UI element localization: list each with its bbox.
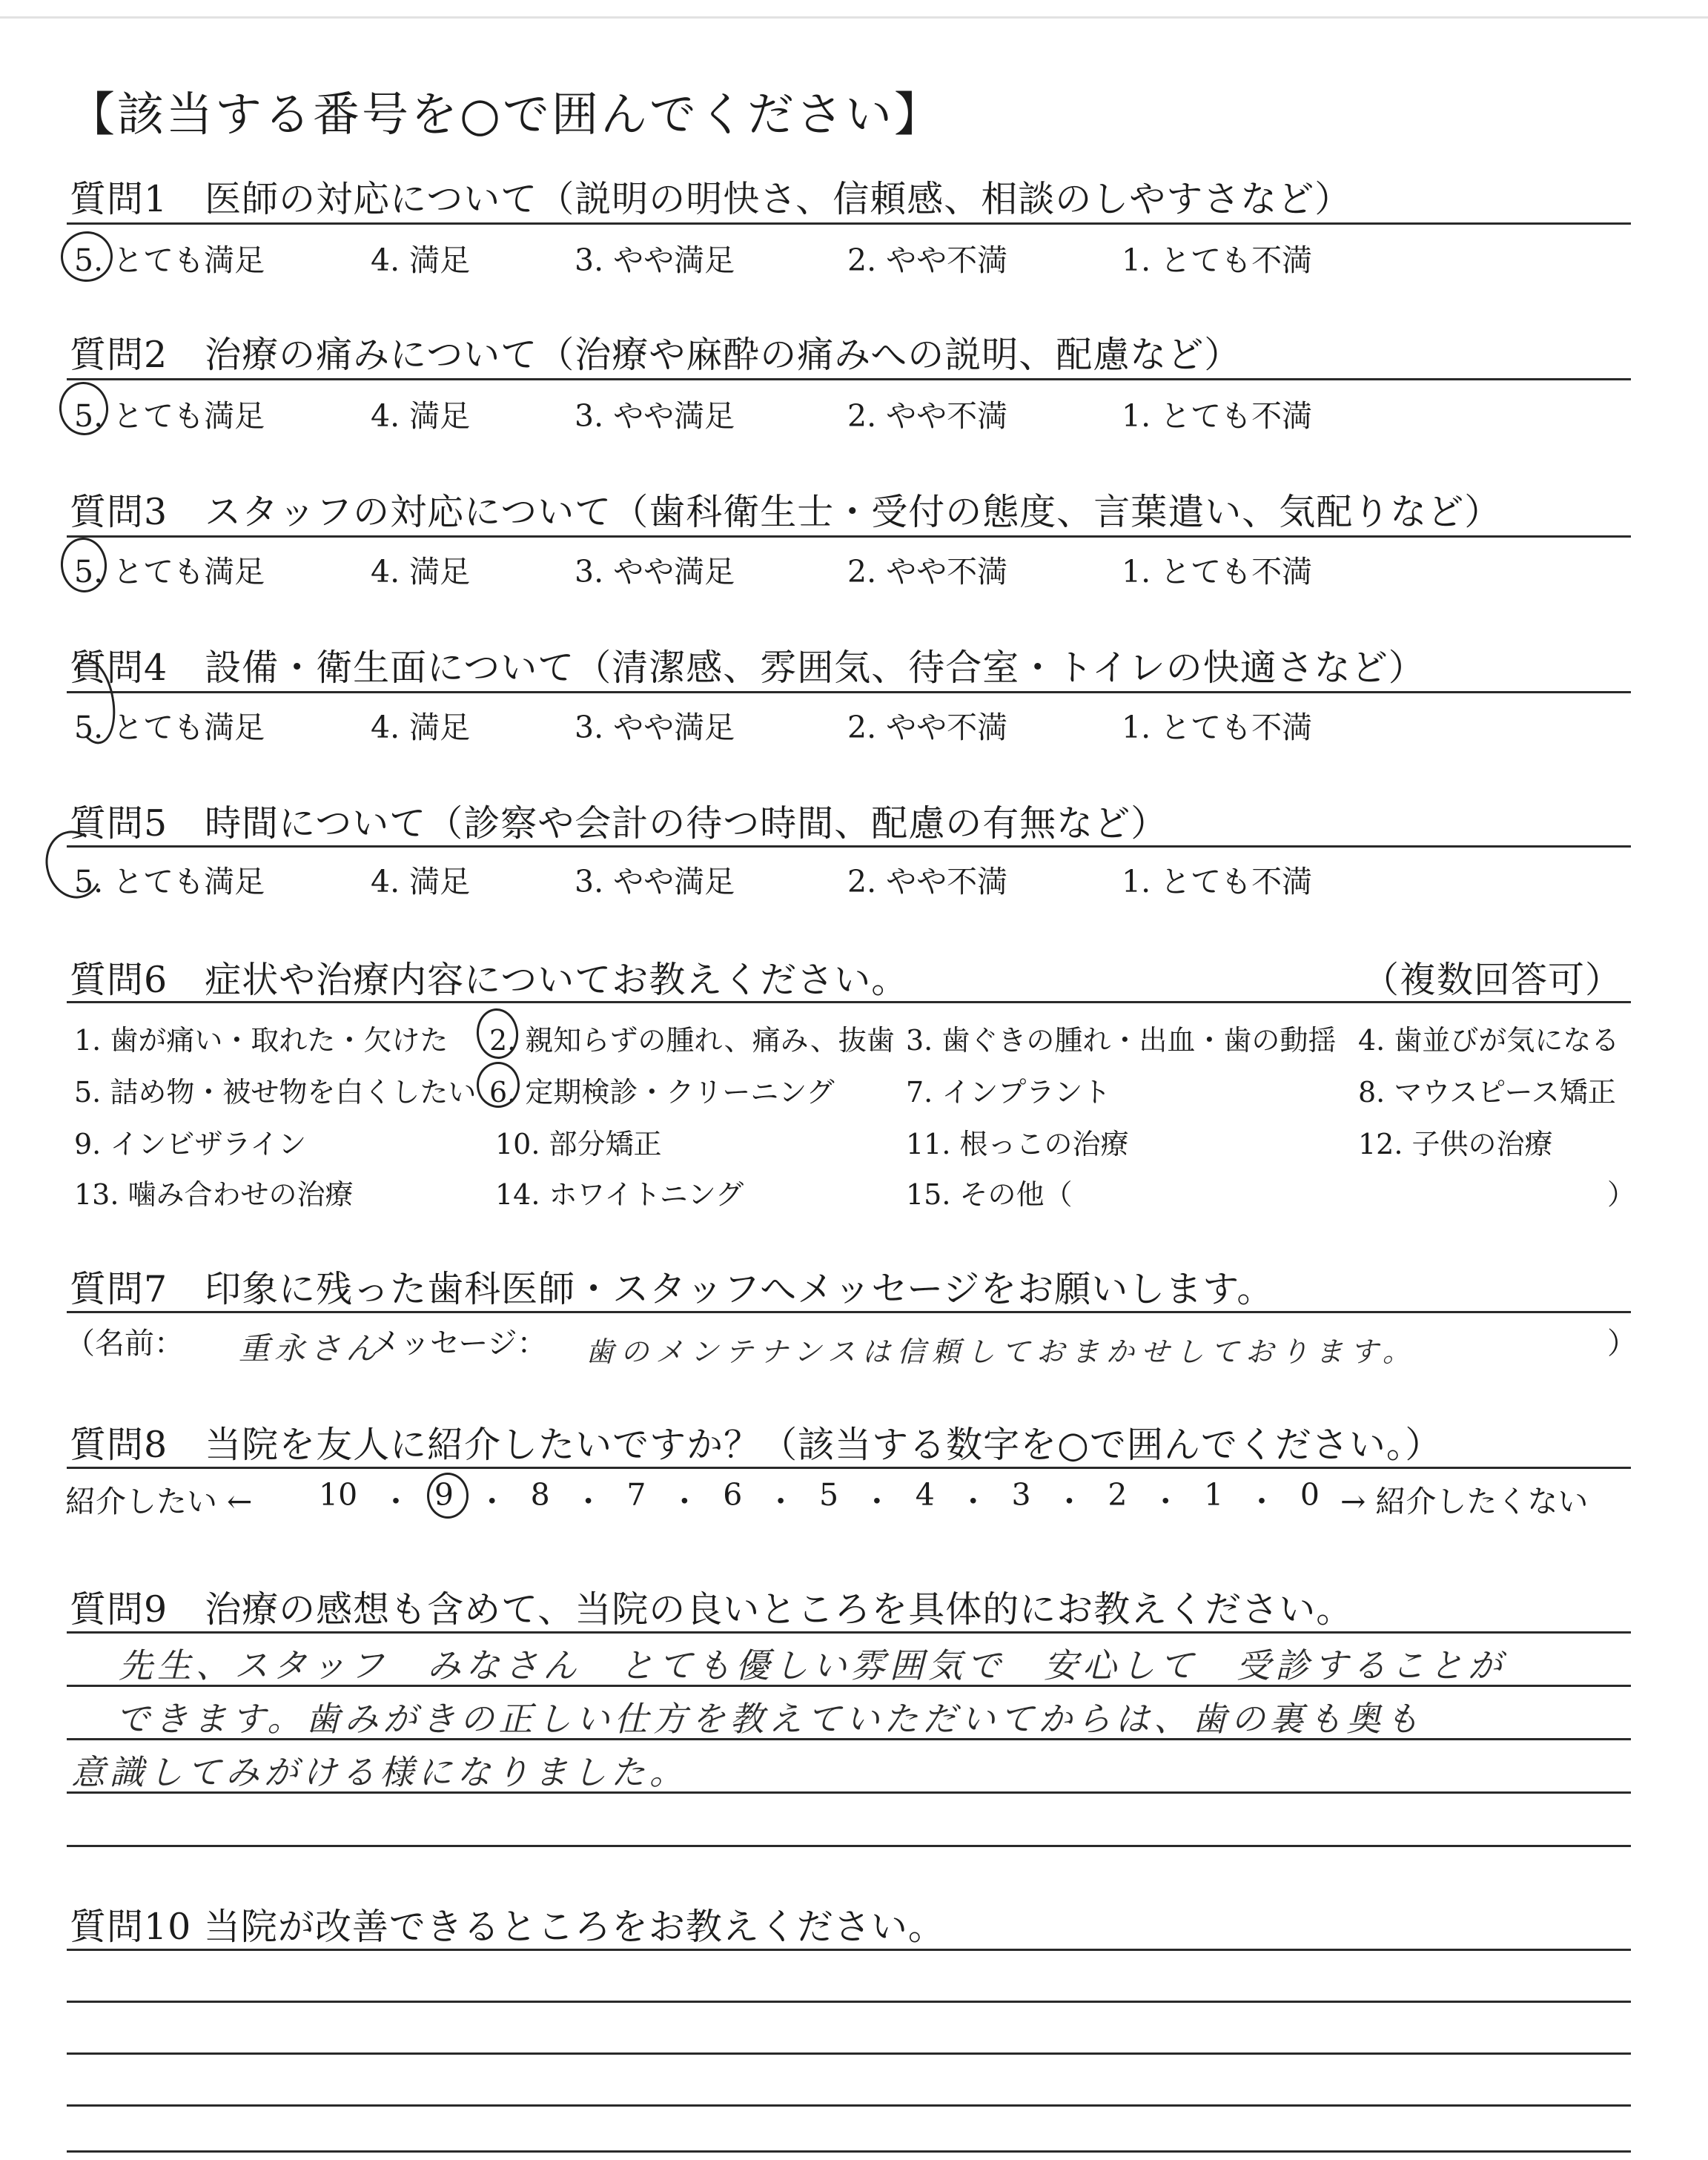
- q6-option-13[interactable]: 13. 噛み合わせの治療: [74, 1178, 354, 1211]
- q3-rule: [67, 535, 1631, 538]
- q6-option-15-close: ）: [1607, 1178, 1636, 1211]
- q4-option-4[interactable]: 4. 満足: [371, 710, 471, 745]
- q8-scale-4[interactable]: 4: [915, 1477, 935, 1513]
- q4-rule: [67, 691, 1631, 693]
- q8-dot: ・: [1246, 1484, 1277, 1519]
- q3-option-4[interactable]: 4. 満足: [371, 554, 471, 589]
- q6-option-7[interactable]: 7. インプラント: [906, 1076, 1111, 1109]
- q2-title: 質問2 治療の痛みについて（治療や麻酔の痛みへの説明、配慮など）: [70, 334, 1242, 376]
- q1-option-3[interactable]: 3. やや満足: [575, 242, 735, 278]
- q8-right-label: → 紹介したくない: [1340, 1484, 1589, 1519]
- q9-handwritten-line-1: 先生、スタッフ みなさん とても優しい雰囲気で 安心して 受診することが: [119, 1645, 1506, 1685]
- q8-dot: ・: [669, 1484, 700, 1519]
- q8-scale-5[interactable]: 5: [818, 1477, 839, 1513]
- q4-option-3[interactable]: 3. やや満足: [575, 710, 735, 745]
- q8-dot: ・: [380, 1484, 411, 1519]
- q8-scale-3[interactable]: 3: [1011, 1477, 1031, 1513]
- q6-option-14[interactable]: 14. ホワイトニング: [495, 1178, 744, 1211]
- q3-title: 質問3 スタッフの対応について（歯科衛生士・受付の態度、言葉遣い、気配りなど）: [70, 491, 1502, 533]
- q1-option-1[interactable]: 1. とても不満: [1122, 242, 1313, 278]
- q9-rule-5: [67, 1845, 1631, 1847]
- q6-option-5[interactable]: 5. 詰め物・被せ物を白くしたい: [74, 1076, 477, 1109]
- q5-title: 質問5 時間について（診察や会計の待つ時間、配慮の有無など）: [70, 802, 1168, 845]
- q9-handwritten-line-2: できます。歯みがきの正しい仕方を教えていただいてからは、歯の裏も奥も: [116, 1699, 1424, 1739]
- q6-option-9[interactable]: 9. インビザライン: [74, 1128, 307, 1160]
- q10-rule-1: [67, 1949, 1631, 1951]
- q8-scale-9[interactable]: 9: [434, 1477, 454, 1513]
- q6-option-10[interactable]: 10. 部分矯正: [495, 1128, 662, 1160]
- q6-option-15[interactable]: 15. その他（: [906, 1178, 1073, 1211]
- q3-option-2[interactable]: 2. やや不満: [847, 554, 1008, 589]
- q4-option-2[interactable]: 2. やや不満: [847, 710, 1008, 745]
- q2-rule: [67, 378, 1631, 380]
- q6-option-1[interactable]: 1. 歯が痛い・取れた・欠けた: [74, 1024, 448, 1057]
- q8-dot: ・: [861, 1484, 893, 1519]
- q1-title: 質問1 医師の対応について（説明の明快さ、信頼感、相談のしやすさなど）: [70, 178, 1352, 220]
- q6-option-4[interactable]: 4. 歯並びが気になる: [1358, 1024, 1620, 1057]
- q2-option-5[interactable]: 5. とても満足: [74, 398, 265, 434]
- q10-rule-3: [67, 2052, 1631, 2055]
- q6-rule: [67, 1001, 1631, 1003]
- q8-left-label: 紹介したい ←: [65, 1484, 253, 1519]
- q9-title: 質問9 治療の感想も含めて、当院の良いところを具体的にお教えください。: [70, 1588, 1354, 1631]
- q5-option-1[interactable]: 1. とても不満: [1122, 864, 1313, 899]
- q6-option-6[interactable]: 6. 定期検診・クリーニング: [489, 1076, 835, 1109]
- q1-rule: [67, 222, 1631, 225]
- q5-rule: [67, 845, 1631, 848]
- q5-option-4[interactable]: 4. 満足: [371, 864, 471, 899]
- q4-option-5[interactable]: 5. とても満足: [74, 710, 265, 745]
- q8-dot: ・: [573, 1484, 604, 1519]
- q6-option-12[interactable]: 12. 子供の治療: [1358, 1128, 1553, 1160]
- q10-rule-4: [67, 2104, 1631, 2107]
- q9-rule-1: [67, 1631, 1631, 1634]
- q4-title: 質問4 設備・衛生面について（清潔感、雰囲気、待合室・トイレの快適さなど）: [70, 647, 1426, 689]
- q6-selection-circle-6: [477, 1062, 520, 1108]
- q8-title: 質問8 当院を友人に紹介したいですか？（該当する数字を○で囲んでください。）: [70, 1424, 1443, 1466]
- q8-dot: ・: [477, 1484, 508, 1519]
- q9-handwritten-line-3: 意識してみがける様になりました。: [71, 1752, 688, 1792]
- q7-title: 質問7 印象に残った歯科医師・スタッフへメッセージをお願いします。: [70, 1268, 1274, 1310]
- q3-option-5[interactable]: 5. とても満足: [74, 554, 265, 589]
- page-header: 【該当する番号を○で囲んでください】: [68, 87, 943, 142]
- q8-scale-6[interactable]: 6: [723, 1477, 743, 1513]
- q8-scale-1[interactable]: 1: [1204, 1477, 1224, 1513]
- q10-title: 質問10 当院が改善できるところをお教えください。: [70, 1906, 945, 1948]
- q6-note: （複数回答可）: [1363, 959, 1623, 1001]
- scan-top-edge: [0, 16, 1708, 19]
- q2-option-2[interactable]: 2. やや不満: [847, 398, 1008, 434]
- q7-name-label: （名前：: [65, 1327, 184, 1361]
- q8-scale-10[interactable]: 10: [319, 1477, 358, 1513]
- q7-name-handwritten: 重永さん: [239, 1330, 382, 1367]
- q6-option-11[interactable]: 11. 根っこの治療: [906, 1128, 1129, 1160]
- q8-scale-7[interactable]: 7: [626, 1477, 646, 1513]
- q7-close-paren: ）: [1607, 1327, 1637, 1361]
- q5-option-3[interactable]: 3. やや満足: [575, 864, 735, 899]
- q5-option-2[interactable]: 2. やや不満: [847, 864, 1008, 899]
- q8-selection-circle: [427, 1473, 469, 1519]
- q8-scale-2[interactable]: 2: [1108, 1477, 1128, 1513]
- q8-scale-8[interactable]: 8: [530, 1477, 550, 1513]
- q2-option-3[interactable]: 3. やや満足: [575, 398, 735, 434]
- q8-dot: ・: [1053, 1484, 1085, 1519]
- q7-message-handwritten: 歯のメンテナンスは信頼しておまかせしております。: [586, 1335, 1417, 1368]
- q8-dot: ・: [765, 1484, 796, 1519]
- q4-option-1[interactable]: 1. とても不満: [1122, 710, 1313, 745]
- q1-option-5[interactable]: 5. とても満足: [74, 242, 265, 278]
- q8-rule: [67, 1467, 1631, 1469]
- q2-option-4[interactable]: 4. 満足: [371, 398, 471, 434]
- q8-scale: [319, 1477, 1320, 1521]
- q6-title: 質問6 症状や治療内容についてお教えください。: [70, 959, 909, 1001]
- q1-option-4[interactable]: 4. 満足: [371, 242, 471, 278]
- q6-option-3[interactable]: 3. 歯ぐきの腫れ・出血・歯の動揺: [906, 1024, 1337, 1057]
- q1-option-2[interactable]: 2. やや不満: [847, 242, 1008, 278]
- q3-option-1[interactable]: 1. とても不満: [1122, 554, 1313, 589]
- q8-scale-0[interactable]: 0: [1300, 1477, 1320, 1513]
- q8-dot: ・: [1150, 1484, 1181, 1519]
- q10-rule-5: [67, 2150, 1631, 2153]
- q8-dot: ・: [958, 1484, 989, 1519]
- q7-message-label: メッセージ：: [371, 1327, 547, 1361]
- q2-option-1[interactable]: 1. とても不満: [1122, 398, 1313, 434]
- q6-option-8[interactable]: 8. マウスピース矯正: [1358, 1076, 1616, 1109]
- q7-rule: [67, 1311, 1631, 1313]
- q3-option-3[interactable]: 3. やや満足: [575, 554, 735, 589]
- q10-rule-2: [67, 2001, 1631, 2003]
- q6-option-2[interactable]: 2. 親知らずの腫れ、痛み、抜歯: [489, 1024, 895, 1057]
- q5-option-5[interactable]: 5. とても満足: [74, 864, 265, 899]
